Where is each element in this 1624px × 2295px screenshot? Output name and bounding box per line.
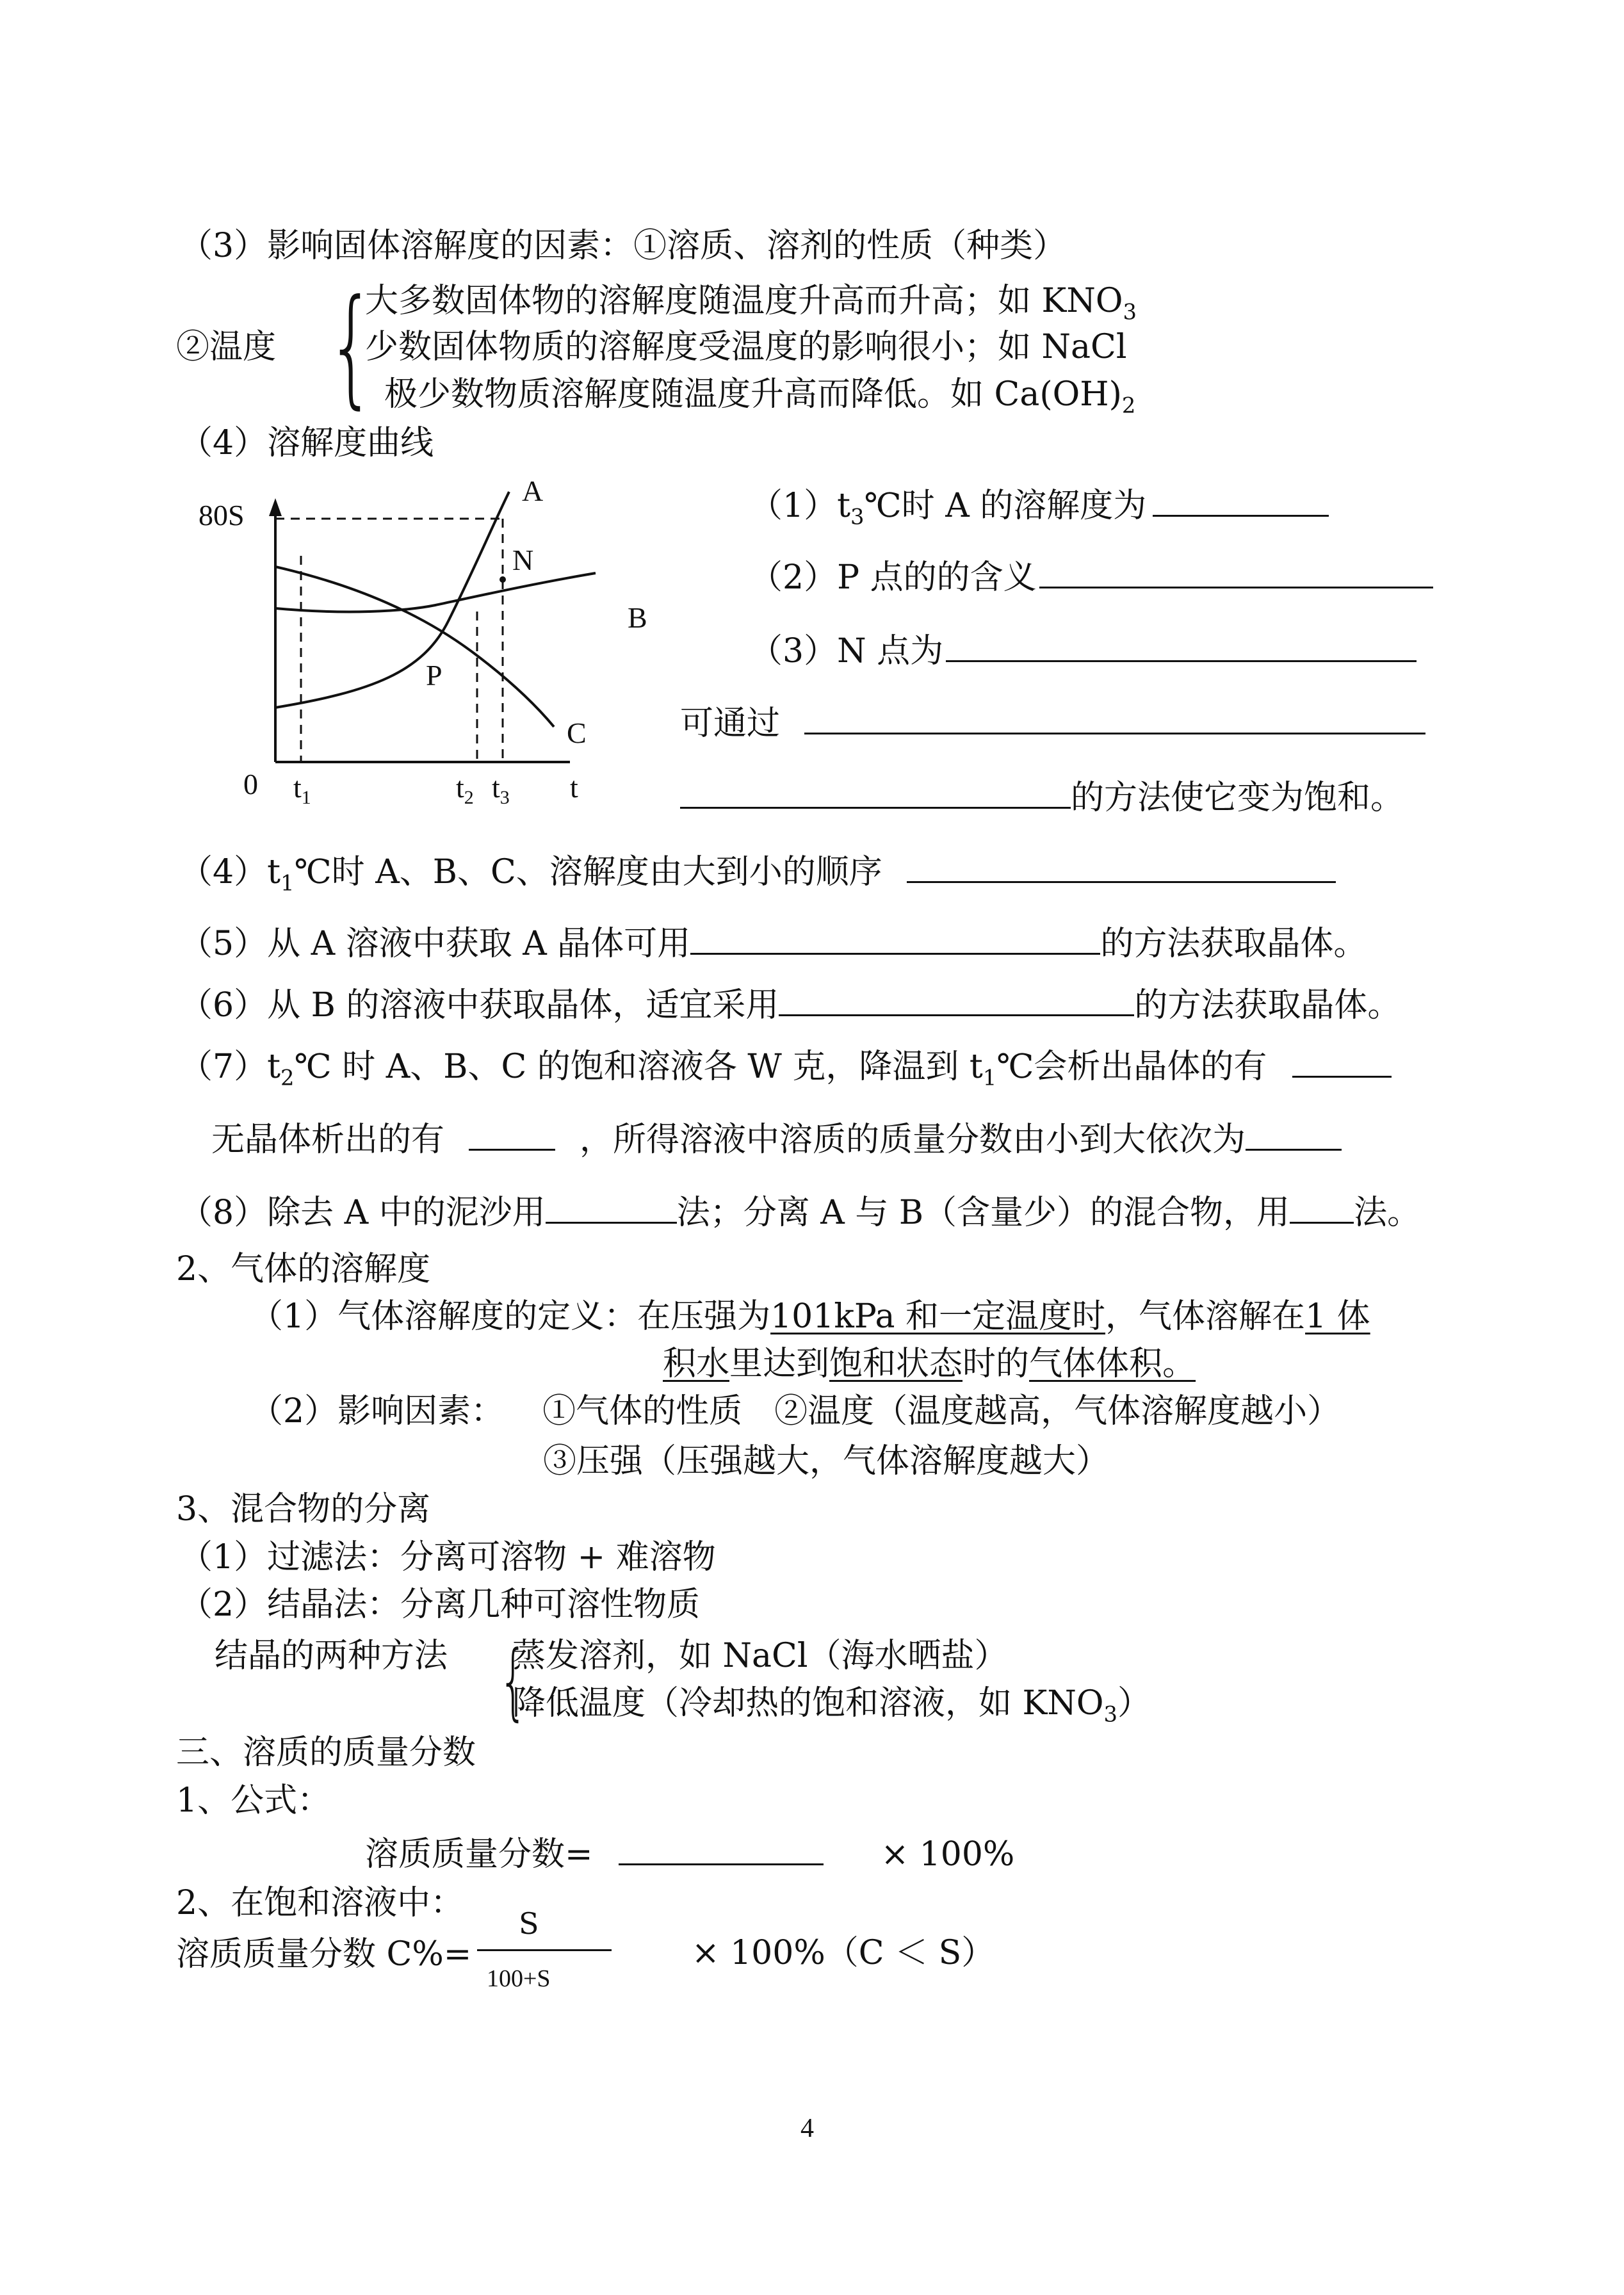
q1-answer-blank[interactable] xyxy=(1153,487,1329,517)
right-q1: $(1)t_3℃$时 A 的溶解度为 xyxy=(749,485,1329,537)
fraction-denominator: 100+S xyxy=(487,1965,551,1992)
right-q3: （3）N 点为 xyxy=(749,631,1417,672)
factor-line-3: 极少数物质溶解度随温度升高而降低。如 $Ca(OH)_2$ xyxy=(384,375,1136,418)
point-n-label: N xyxy=(512,544,534,576)
right-q3-end: 的方法使它变为饱和。 xyxy=(680,777,1404,818)
q8-method-blank-2[interactable] xyxy=(1290,1194,1354,1224)
q3-method-blank[interactable] xyxy=(804,704,1425,734)
page-number: 4 xyxy=(800,2114,814,2143)
formula-title: 1、公式： xyxy=(176,1781,331,1820)
separation-title: 3、混合物的分离 xyxy=(176,1490,431,1529)
gas-title: 2、气体的溶解度 xyxy=(176,1250,431,1288)
formula-fraction-bar xyxy=(619,1845,824,1865)
curve-b-label: B xyxy=(628,601,647,634)
fraction-bar xyxy=(477,1949,612,1951)
q3-method-blank-2[interactable] xyxy=(680,779,1071,809)
question-7: $(7)t_2℃$ 时 A、B、C 的饱和溶液各 W 克，降温到 $t_1℃$会析出晶体的有 xyxy=(179,1046,1392,1098)
mass-fraction-title: 三、溶质的质量分数 xyxy=(176,1733,476,1772)
left-brace-icon: { xyxy=(327,272,376,421)
saturated-title: 2、在饱和溶液中： xyxy=(176,1884,464,1922)
question-7-line-2: 无晶体析出的有 ，所得溶液中溶质的质量分数由小到大依次为 xyxy=(211,1119,1342,1160)
right-q2: （2）P 点的的含义 xyxy=(749,557,1433,598)
fraction-numerator: S xyxy=(519,1906,539,1941)
q3-answer-blank[interactable] xyxy=(946,632,1417,662)
saturated-formula-label: 溶质质量分数 C%= xyxy=(176,1935,472,1974)
curve-c xyxy=(275,567,554,727)
origin-label: 0 xyxy=(243,768,258,800)
curve-c-label: C xyxy=(567,717,587,749)
q8-method-blank-1[interactable] xyxy=(546,1194,677,1224)
curve-heading: （4）溶解度曲线 xyxy=(179,424,434,462)
factor-line-2: 少数固体物质的溶解度受温度的影响很小；如 NaCl xyxy=(365,328,1127,366)
question-5: （5）从 A 溶液中获取 A 晶体可用 的方法获取晶体。 xyxy=(179,925,1367,963)
q4-answer-blank[interactable] xyxy=(907,853,1336,883)
y-axis-arrow-icon xyxy=(269,498,282,516)
crystallization-method: （2）结晶法：分离几种可溶性物质 xyxy=(179,1585,701,1624)
crystal-method-1: 蒸发溶剂，如 NaCl（海水晒盐） xyxy=(512,1637,1008,1675)
solubility-curve-graph xyxy=(179,461,704,820)
curve-a-label: A xyxy=(522,474,544,507)
question-6: （6）从 B 的溶液中获取晶体，适宜采用 的方法获取晶体。 xyxy=(179,986,1401,1025)
q2-answer-blank[interactable] xyxy=(1039,558,1433,588)
small-brace-icon: { xyxy=(498,1632,528,1730)
factors-heading: （3）影响固体溶解度的因素：①溶质、溶剂的性质（种类） xyxy=(179,227,1067,265)
point-p-label: P xyxy=(426,659,443,692)
gas-factor-3: ③压强（压强越大，气体溶解度越大） xyxy=(543,1442,1110,1480)
filtration-method: （1）过滤法：分离可溶物 + 难溶物 xyxy=(179,1538,716,1577)
t2-label: $t_2$ xyxy=(456,771,474,808)
t3-label: $t_3$ xyxy=(492,771,510,808)
temperature-label: ②温度 xyxy=(176,328,277,366)
q6-answer-blank[interactable] xyxy=(779,986,1134,1016)
q7-order-blank[interactable] xyxy=(1246,1121,1342,1151)
point-n xyxy=(499,576,506,583)
gas-definition-line-2: 积水里达到饱和状态时的气体体积。 xyxy=(663,1345,1196,1383)
t1-label: $t_1$ xyxy=(293,771,311,808)
formula-line: 溶质质量分数= × 100% xyxy=(365,1835,1015,1874)
crystal-method-2: 降低温度（冷却热的饱和溶液，如 $KNO_3$） xyxy=(512,1684,1151,1727)
right-q3-via: 可通过 xyxy=(680,703,1425,744)
question-4: $(4)t_1℃$时 A、B、C、溶解度由大到小的顺序 xyxy=(179,852,1336,904)
q7-precipitate-blank[interactable] xyxy=(1292,1048,1392,1078)
gas-definition: （1）气体溶解度的定义：在压强为101kPa 和一定温度时，气体溶解在1 体 xyxy=(250,1297,1370,1336)
crystal-methods-label: 结晶的两种方法 xyxy=(215,1637,448,1675)
q5-answer-blank[interactable] xyxy=(690,925,1100,955)
q7-no-precipitate-blank[interactable] xyxy=(469,1121,555,1151)
x-axis-label: t xyxy=(570,771,578,804)
curve-a xyxy=(275,492,509,708)
question-8: （8）除去 A 中的泥沙用 法；分离 A 与 B（含量少）的混合物，用 法。 xyxy=(179,1194,1421,1232)
factor-line-1: 大多数固体物的溶解度随温度升高而升高；如 $KNO_3$ xyxy=(365,282,1137,325)
y-label-80s: 80S xyxy=(199,499,245,531)
saturated-formula-times: × 100%（C ＜ S） xyxy=(692,1934,995,1972)
gas-factors: （2）影响因素： ①气体的性质 ②温度（温度越高，气体溶解度越小） xyxy=(250,1392,1341,1431)
